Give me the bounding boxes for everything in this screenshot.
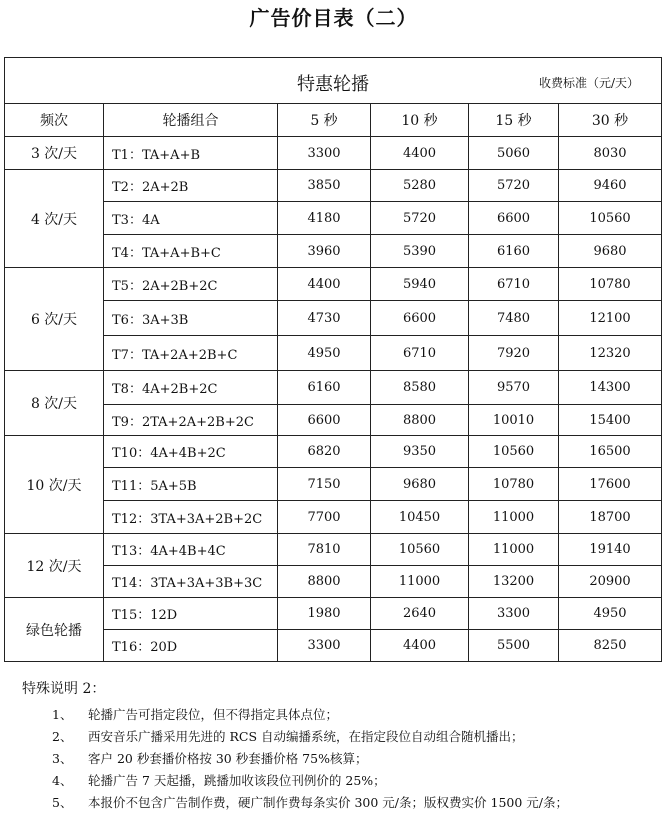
note-number: 1、 xyxy=(52,707,73,722)
combo-cell: T8：4A+2B+2C xyxy=(104,371,278,405)
table-row xyxy=(5,301,662,336)
price-15s-cell: 7480 xyxy=(469,301,559,336)
note-number: 2、 xyxy=(52,729,73,744)
notes-list xyxy=(22,704,568,814)
note-text: 轮播广告可指定段位，但不得指定具体点位； xyxy=(88,707,339,722)
banner-cell xyxy=(5,58,662,104)
price-10s-cell: 8800 xyxy=(371,405,469,436)
price-10s-cell: 6710 xyxy=(371,336,469,371)
table-row xyxy=(5,468,662,501)
price-5s-cell: 7700 xyxy=(278,501,371,534)
frequency-cell: 12 次/天 xyxy=(5,534,104,598)
price-10s-cell: 9680 xyxy=(371,468,469,501)
price-15s-cell: 11000 xyxy=(469,534,559,566)
price-15s-cell: 10780 xyxy=(469,468,559,501)
header-combo: 轮播组合 xyxy=(104,104,278,137)
price-5s-cell: 8800 xyxy=(278,566,371,598)
table-row xyxy=(5,336,662,371)
combo-cell: T1：TA+A+B xyxy=(104,137,278,170)
price-15s-cell: 6160 xyxy=(469,235,559,268)
price-30s-cell: 18700 xyxy=(559,501,662,534)
price-15s-cell: 6710 xyxy=(469,268,559,301)
price-10s-cell: 9350 xyxy=(371,436,469,468)
price-5s-cell: 6820 xyxy=(278,436,371,468)
combo-cell: T16：20D xyxy=(104,630,278,662)
combo-cell: T6：3A+3B xyxy=(104,301,278,336)
combo-cell: T7：TA+2A+2B+C xyxy=(104,336,278,371)
table-row xyxy=(5,170,662,202)
price-30s-cell: 10560 xyxy=(559,202,662,235)
price-5s-cell: 3850 xyxy=(278,170,371,202)
combo-cell: T12：3TA+3A+2B+2C xyxy=(104,501,278,534)
note-text: 客户 20 秒套播价格按 30 秒套播价格 75%核算； xyxy=(88,751,368,766)
header-5s: 5 秒 xyxy=(278,104,371,137)
price-15s-cell: 6600 xyxy=(469,202,559,235)
note-item xyxy=(22,792,568,814)
price-15s-cell: 10560 xyxy=(469,436,559,468)
frequency-cell: 4 次/天 xyxy=(5,170,104,268)
price-30s-cell: 8250 xyxy=(559,630,662,662)
price-30s-cell: 14300 xyxy=(559,371,662,405)
page-title: 广告价目表（二） xyxy=(249,6,418,30)
frequency-cell: 6 次/天 xyxy=(5,268,104,371)
price-10s-cell: 5390 xyxy=(371,235,469,268)
combo-cell: T3：4A xyxy=(104,202,278,235)
price-30s-cell: 19140 xyxy=(559,534,662,566)
price-15s-cell: 13200 xyxy=(469,566,559,598)
note-item xyxy=(22,726,568,748)
note-number: 3、 xyxy=(52,751,73,766)
combo-cell: T4：TA+A+B+C xyxy=(104,235,278,268)
combo-cell: T9：2TA+2A+2B+2C xyxy=(104,405,278,436)
price-15s-cell: 10010 xyxy=(469,405,559,436)
table-row xyxy=(5,501,662,534)
price-10s-cell: 5720 xyxy=(371,202,469,235)
table-row xyxy=(5,436,662,468)
price-15s-cell: 7920 xyxy=(469,336,559,371)
combo-cell: T13：4A+4B+4C xyxy=(104,534,278,566)
price-10s-cell: 8580 xyxy=(371,371,469,405)
special-notes xyxy=(22,678,568,814)
table-row xyxy=(5,235,662,268)
price-15s-cell: 5720 xyxy=(469,170,559,202)
price-30s-cell: 8030 xyxy=(559,137,662,170)
table-row xyxy=(5,405,662,436)
price-5s-cell: 6600 xyxy=(278,405,371,436)
table-row xyxy=(5,268,662,301)
price-30s-cell: 9460 xyxy=(559,170,662,202)
price-5s-cell: 1980 xyxy=(278,598,371,630)
price-30s-cell: 16500 xyxy=(559,436,662,468)
price-5s-cell: 4950 xyxy=(278,336,371,371)
combo-cell: T2：2A+2B xyxy=(104,170,278,202)
header-row xyxy=(5,104,662,137)
price-30s-cell: 17600 xyxy=(559,468,662,501)
note-number: 5、 xyxy=(52,795,73,810)
note-item xyxy=(22,748,568,770)
frequency-cell: 10 次/天 xyxy=(5,436,104,534)
rate-table xyxy=(4,57,662,662)
price-5s-cell: 3300 xyxy=(278,630,371,662)
notes-title: 特殊说明 2： xyxy=(22,681,106,697)
note-item xyxy=(22,770,568,792)
table-row xyxy=(5,630,662,662)
table-row xyxy=(5,534,662,566)
price-5s-cell: 4180 xyxy=(278,202,371,235)
price-15s-cell: 11000 xyxy=(469,501,559,534)
price-5s-cell: 6160 xyxy=(278,371,371,405)
banner-title: 特惠轮播 xyxy=(297,74,370,95)
price-30s-cell: 12100 xyxy=(559,301,662,336)
price-10s-cell: 6600 xyxy=(371,301,469,336)
price-5s-cell: 4730 xyxy=(278,301,371,336)
price-10s-cell: 4400 xyxy=(371,137,469,170)
table-row xyxy=(5,202,662,235)
banner-row xyxy=(5,58,662,104)
price-5s-cell: 3960 xyxy=(278,235,371,268)
price-10s-cell: 10560 xyxy=(371,534,469,566)
price-5s-cell: 7150 xyxy=(278,468,371,501)
price-30s-cell: 15400 xyxy=(559,405,662,436)
price-30s-cell: 12320 xyxy=(559,336,662,371)
price-5s-cell: 7810 xyxy=(278,534,371,566)
note-number: 4、 xyxy=(52,773,73,788)
price-5s-cell: 3300 xyxy=(278,137,371,170)
header-10s: 10 秒 xyxy=(371,104,469,137)
price-unit-label: 收费标准（元/天） xyxy=(539,76,640,90)
price-5s-cell: 4400 xyxy=(278,268,371,301)
combo-cell: T14：3TA+3A+3B+3C xyxy=(104,566,278,598)
table-row xyxy=(5,598,662,630)
header-30s: 30 秒 xyxy=(559,104,662,137)
price-30s-cell: 9680 xyxy=(559,235,662,268)
table-row xyxy=(5,137,662,170)
header-15s: 15 秒 xyxy=(469,104,559,137)
combo-cell: T11：5A+5B xyxy=(104,468,278,501)
price-10s-cell: 10450 xyxy=(371,501,469,534)
header-frequency: 频次 xyxy=(5,104,104,137)
price-15s-cell: 5500 xyxy=(469,630,559,662)
price-10s-cell: 5940 xyxy=(371,268,469,301)
price-10s-cell: 5280 xyxy=(371,170,469,202)
note-item xyxy=(22,704,568,726)
frequency-cell: 3 次/天 xyxy=(5,137,104,170)
price-15s-cell: 5060 xyxy=(469,137,559,170)
price-30s-cell: 20900 xyxy=(559,566,662,598)
price-30s-cell: 10780 xyxy=(559,268,662,301)
price-30s-cell: 4950 xyxy=(559,598,662,630)
table-row xyxy=(5,371,662,405)
combo-cell: T5：2A+2B+2C xyxy=(104,268,278,301)
price-15s-cell: 9570 xyxy=(469,371,559,405)
price-10s-cell: 4400 xyxy=(371,630,469,662)
note-text: 本报价不包含广告制作费，硬广制作费每条实价 300 元/条；版权费实价 1500 元/条； xyxy=(88,795,568,810)
price-15s-cell: 3300 xyxy=(469,598,559,630)
frequency-cell: 绿色轮播 xyxy=(5,598,104,662)
price-10s-cell: 11000 xyxy=(371,566,469,598)
combo-cell: T10：4A+4B+2C xyxy=(104,436,278,468)
frequency-cell: 8 次/天 xyxy=(5,371,104,436)
table-row xyxy=(5,566,662,598)
combo-cell: T15：12D xyxy=(104,598,278,630)
note-text: 轮播广告 7 天起播，跳播加收该段位刊例价的 25%； xyxy=(88,773,386,788)
note-text: 西安音乐广播采用先进的 RCS 自动编播系统，在指定段位自动组合随机播出； xyxy=(88,729,524,744)
price-10s-cell: 2640 xyxy=(371,598,469,630)
